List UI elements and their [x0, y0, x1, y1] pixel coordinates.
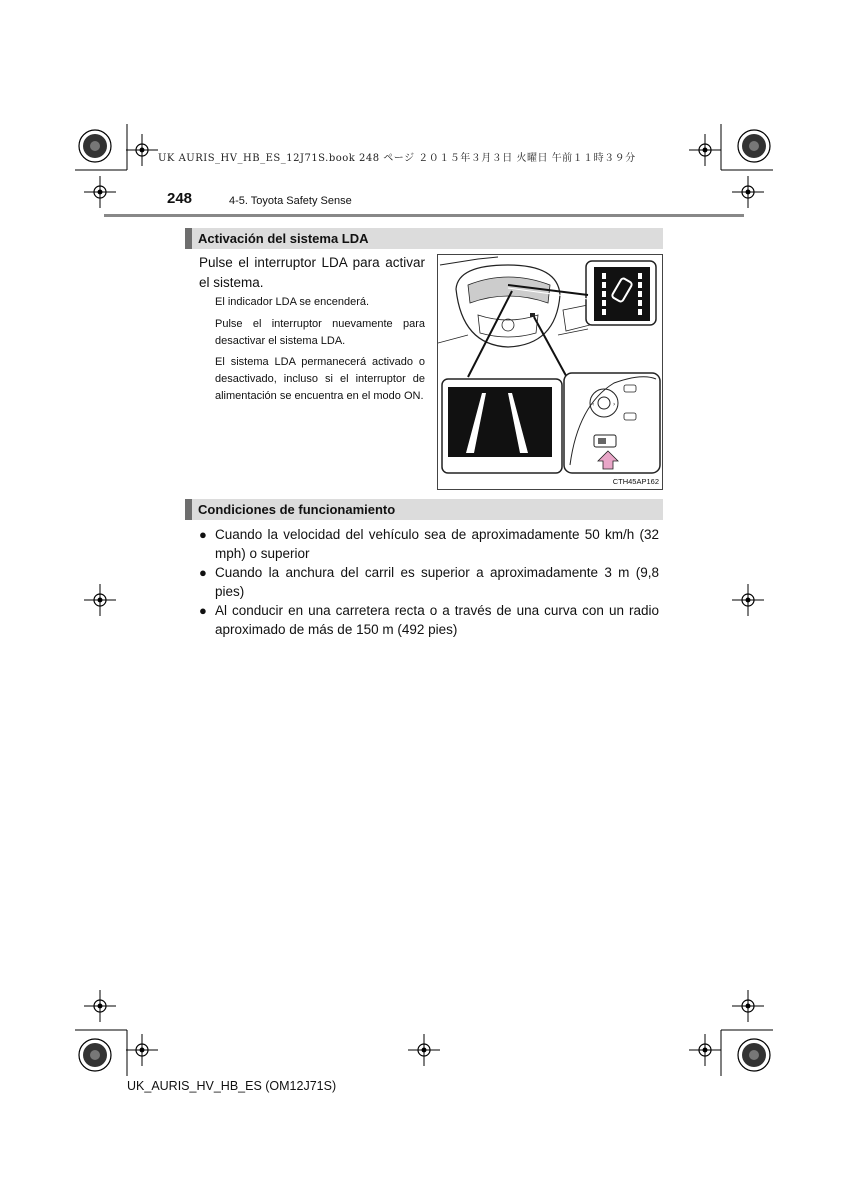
- header-rule: [104, 214, 744, 217]
- list-item: [199, 601, 659, 639]
- bullet-icon: ●: [199, 603, 207, 618]
- list-item: [199, 525, 659, 563]
- condition-speed: Cuando la velocidad del vehículo sea de aproximadamente 50 km/h (32 mph) o superior: [215, 527, 659, 561]
- note-persistence: El sistema LDA permanecerá activado o desactivado, incluso si el interruptor de alimentación se encuentra en el modo ON.: [215, 356, 425, 402]
- conditions-list: [199, 525, 659, 639]
- page-number: 248: [167, 190, 193, 207]
- lda-illustration: [437, 254, 663, 490]
- note-deactivate: Pulse el interruptor nuevamente para desactivar el sistema LDA.: [215, 318, 425, 347]
- bullet-icon: ●: [199, 565, 207, 580]
- svg-text:›: ›: [613, 401, 616, 408]
- dashboard-drawing: [438, 255, 663, 490]
- list-item: [199, 563, 659, 601]
- section-heading-activation: Activación del sistema LDA: [185, 228, 663, 249]
- print-header: UK AURIS_HV_HB_ES_12J71S.book 248 ページ ２０１５年３月３日 火曜日 午前１１時３９分: [158, 153, 636, 164]
- note-indicator: El indicador LDA se encenderá.: [215, 296, 370, 308]
- activation-intro: Pulse el interruptor LDA para activar el sistema.: [199, 255, 425, 290]
- figure-code: CTH45AP162: [612, 477, 659, 486]
- footer-doc-code: UK_AURIS_HV_HB_ES (OM12J71S): [127, 1079, 337, 1093]
- condition-curve-radius: Al conducir en una carretera recta o a través de una curva con un radio aproximado de más de 150 m (492 pies): [215, 603, 659, 637]
- section-heading-conditions: Condiciones de funcionamiento: [185, 499, 663, 520]
- section-title: 4-5. Toyota Safety Sense: [229, 195, 352, 207]
- condition-lane-width: Cuando la anchura del carril es superior a aproximadamente 3 m (9,8 pies): [215, 565, 659, 599]
- bullet-icon: ●: [199, 527, 207, 542]
- svg-text:‹: ‹: [592, 401, 595, 408]
